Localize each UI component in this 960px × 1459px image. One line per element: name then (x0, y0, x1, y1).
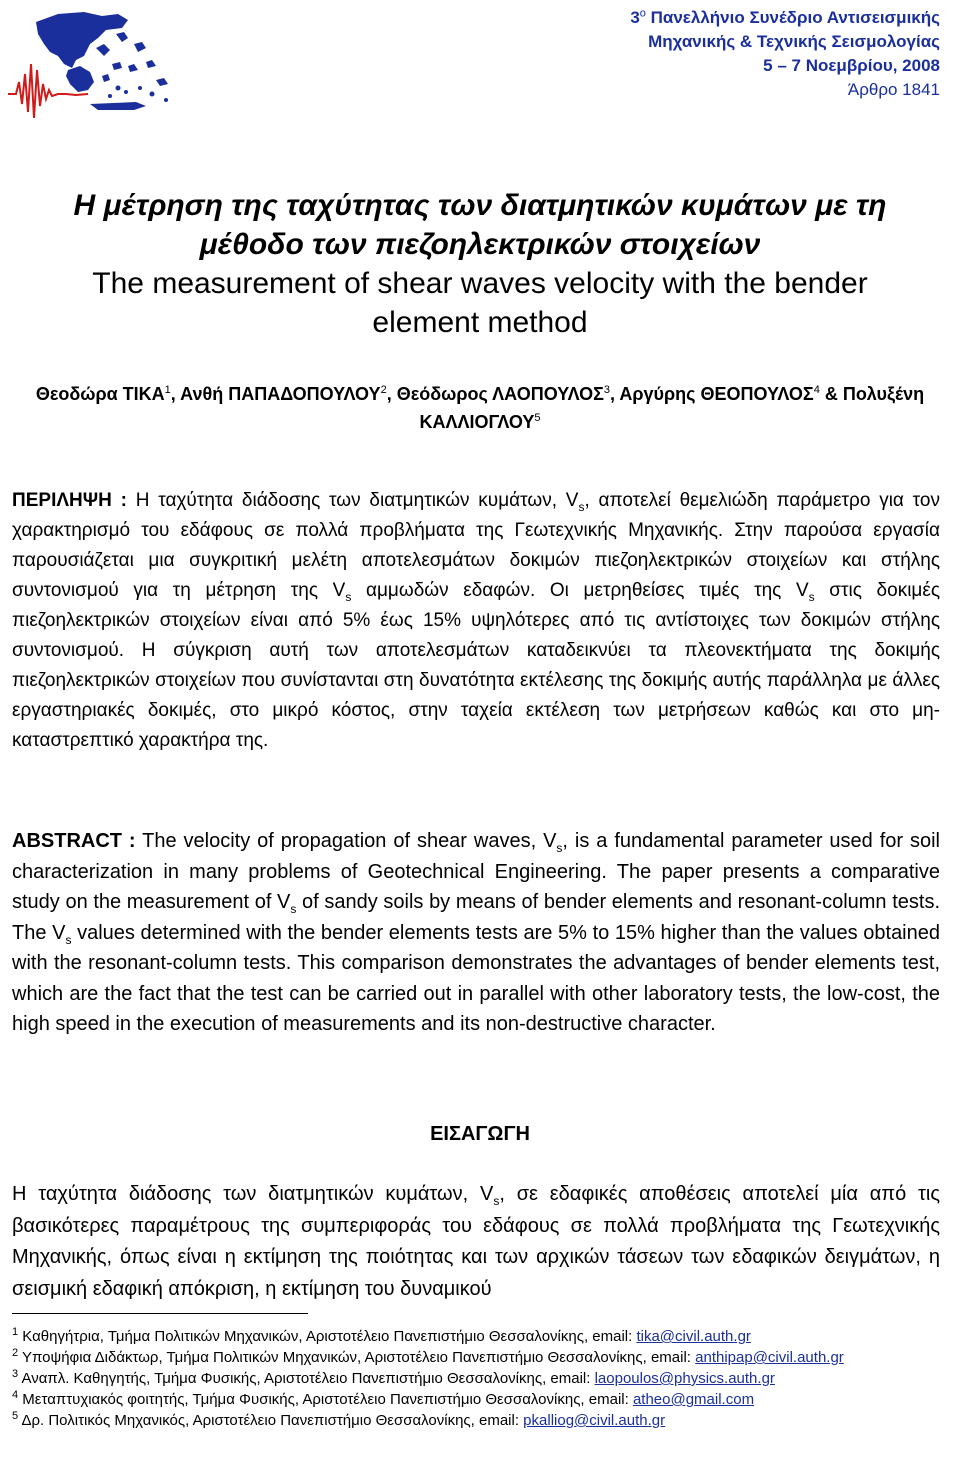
conference-header (630, 6, 940, 102)
author-2: , Ανθή ΠΑΠΑΔΟΠΟΥΛΟΥ (170, 384, 381, 404)
title-greek-line1: Η μέτρηση της ταχύτητας των διατμητικών κυμάτων με τη (73, 189, 887, 222)
subscript: s (345, 589, 352, 604)
intro-text: , σε εδαφικές αποθέσεις αποτελεί μία από τις βασικότερες παραμέτρους της συμπεριφοράς του εδάφους σε πολλά προβλήματα της Γεωτεχνικής Μηχανικής, όπως είναι η εκτίμηση της ποιότητας και των αρχικών τάσεων των εδαφικών δειγμάτων, η σεισμική εδαφική απόκριση, η εκτίμηση του δυναμικού (12, 1183, 940, 1300)
intro-text: Η ταχύτητα διάδοσης των διατμητικών κυμάτων, V (12, 1183, 494, 1205)
conference-number: 3 (630, 8, 640, 27)
author-1-affiliation: 1 (164, 384, 171, 396)
abstract-english-label: ABSTRACT : (12, 830, 136, 852)
email-link[interactable]: anthipap@civil.auth.gr (695, 1349, 844, 1366)
footnote-5 (12, 1410, 952, 1431)
conference-name-line1: Πανελλήνιο Συνέδριο Αντισεισμικής (645, 8, 940, 27)
author-3: , Θεόδωρος ΛΑΟΠΟΥΛΟΣ (386, 384, 604, 404)
abstract-english-text: values determined with the bender elements tests are 5% to 15% higher than the values obtained with the resonant-column tests. This comparison demonstrates the advantages of bender elements test, which are the fact that the test can be carried out in parallel with other laboratory tests, the low-cost, the high speed in the execution of measurements and its non-destructive character. (12, 921, 940, 1035)
abstract-english-text: of sandy soils by means of bender elements and resonant-column tests. The V (12, 891, 940, 944)
abstract-english-text: The velocity of propagation of shear waves, V (135, 830, 557, 852)
footnote-number: 2 (12, 1347, 19, 1359)
email-link[interactable]: atheo@gmail.com (632, 1391, 755, 1408)
footnote-number: 5 (12, 1410, 19, 1422)
footnotes (12, 1326, 952, 1431)
abstract-greek-text: στις δοκιμές πιεζοηλεκτρικών στοιχείων είναι από 5% έως 15% υψηλότερες από τις αντίστοιχες των δοκιμών στήλης συντονισμού. Η σύγκριση αυτή των αποτελεσμάτων καταδεικνύει τα πλεονεκτήματα της δοκιμής πιεζοηλεκτρικών στοιχείων που συνίστανται στη δυνατότητα εκτέλεσης της δοκιμής αυτής παράλληλα με άλλες εργαστηριακές δοκιμές, στο μικρό κόστος, στην ταχεία εκτέλεση των μετρήσεων καθώς και στο μη-καταστρεπτικό χαρακτήρα της. (12, 580, 940, 751)
abstract-greek-text: αμμωδών εδαφών. Οι μετρηθείσες τιμές της V (351, 580, 809, 601)
footnote-number: 4 (12, 1389, 19, 1401)
conference-logo (6, 4, 206, 124)
footnote-2 (12, 1347, 952, 1368)
subscript: s (578, 499, 585, 514)
abstract-greek-text: Η ταχύτητα διάδοσης των διατμητικών κυμάτων, V (126, 490, 579, 511)
email-link[interactable]: tika@civil.auth.gr (636, 1328, 751, 1345)
author-2-affiliation: 2 (380, 384, 387, 396)
author-1: Θεοδώρα ΤΙΚΑ (35, 384, 165, 404)
title-english-line1: The measurement of shear waves velocity with the bender (92, 267, 868, 300)
subscript: s (556, 841, 563, 855)
subscript: s (808, 589, 815, 604)
abstract-english-text: , is a fundamental parameter used for soil characterization in many problems of Geotechnical Engineering. The paper presents a comparative study on the measurement of V (12, 830, 940, 913)
article-number: Άρθρο 1841 (847, 80, 940, 99)
footnote-1 (12, 1326, 952, 1347)
conference-number-sup: ο (639, 7, 646, 20)
conference-name-line2: Μηχανικής & Τεχνικής Σεισμολογίας (648, 32, 940, 51)
footnote-4 (12, 1389, 952, 1410)
author-5: & Πολυξένη ΚΑΛΛΙΟΓΛΟΥ (419, 384, 925, 432)
footnote-number: 1 (12, 1326, 19, 1338)
email-link[interactable]: laopoulos@physics.auth.gr (594, 1370, 775, 1387)
author-5-affiliation: 5 (534, 412, 541, 424)
footnote-text: Υποψήφια Διδάκτωρ, Τμήμα Πολιτικών Μηχανικών, Αριστοτέλειο Πανεπιστήμιο Θεσσαλονίκης, email: (18, 1349, 696, 1366)
paper-title (0, 186, 960, 342)
conference-dates: 5 – 7 Νοεμβρίου, 2008 (763, 56, 940, 75)
title-english-line2: element method (372, 306, 588, 339)
footnote-3 (12, 1368, 952, 1389)
subscript: s (493, 1194, 500, 1208)
author-4-affiliation: 4 (813, 384, 820, 396)
footnote-text: Καθηγήτρια, Τμήμα Πολιτικών Μηχανικών, Αριστοτέλειο Πανεπιστήμιο Θεσσαλονίκης, email: (18, 1328, 637, 1345)
section-heading: ΕΙΣΑΓΩΓΗ (430, 1123, 530, 1145)
abstract-english (12, 826, 940, 1040)
title-greek-line2: μέθοδο των πιεζοηλεκτρικών στοιχείων (199, 228, 761, 261)
author-4: , Αργύρης ΘΕΟΠΟΥΛΟΣ (610, 384, 814, 404)
abstract-greek-label: ΠΕΡΙΛΗΨΗ : (12, 490, 127, 511)
abstract-greek-text: , αποτελεί θεμελιώδη παράμετρο για τον χαρακτηρισμό του εδάφους σε πολλά προβλήματα της Γεωτεχνικής Μηχανικής. Στην παρούσα εργασία παρουσιάζεται μια συγκριτική μελέτη αποτελεσμάτων δοκιμών πιεζοηλεκτρικών στοιχείων και στήλης συντονισμού για τη μέτρηση της V (12, 490, 940, 601)
footnote-text: Μεταπτυχιακός φοιτητής, Τμήμα Φυσικής, Αριστοτέλειο Πανεπιστήμιο Θεσσαλονίκης, email: (18, 1391, 633, 1408)
abstract-greek (12, 486, 940, 756)
footnote-text: Δρ. Πολιτικός Μηχανικός, Αριστοτέλειο Πανεπιστήμιο Θεσσαλονίκης, email: (18, 1412, 524, 1429)
footnote-number: 3 (12, 1368, 19, 1380)
introduction-paragraph (12, 1179, 940, 1305)
subscript: s (290, 902, 297, 916)
footnote-divider (12, 1313, 308, 1314)
email-link[interactable]: pkalliog@civil.auth.gr (523, 1412, 666, 1429)
footnote-text: Αναπλ. Καθηγητής, Τμήμα Φυσικής, Αριστοτέλειο Πανεπιστήμιο Θεσσαλονίκης, email: (18, 1370, 595, 1387)
author-3-affiliation: 3 (603, 384, 611, 396)
subscript: s (65, 932, 72, 947)
author-list (0, 380, 960, 436)
